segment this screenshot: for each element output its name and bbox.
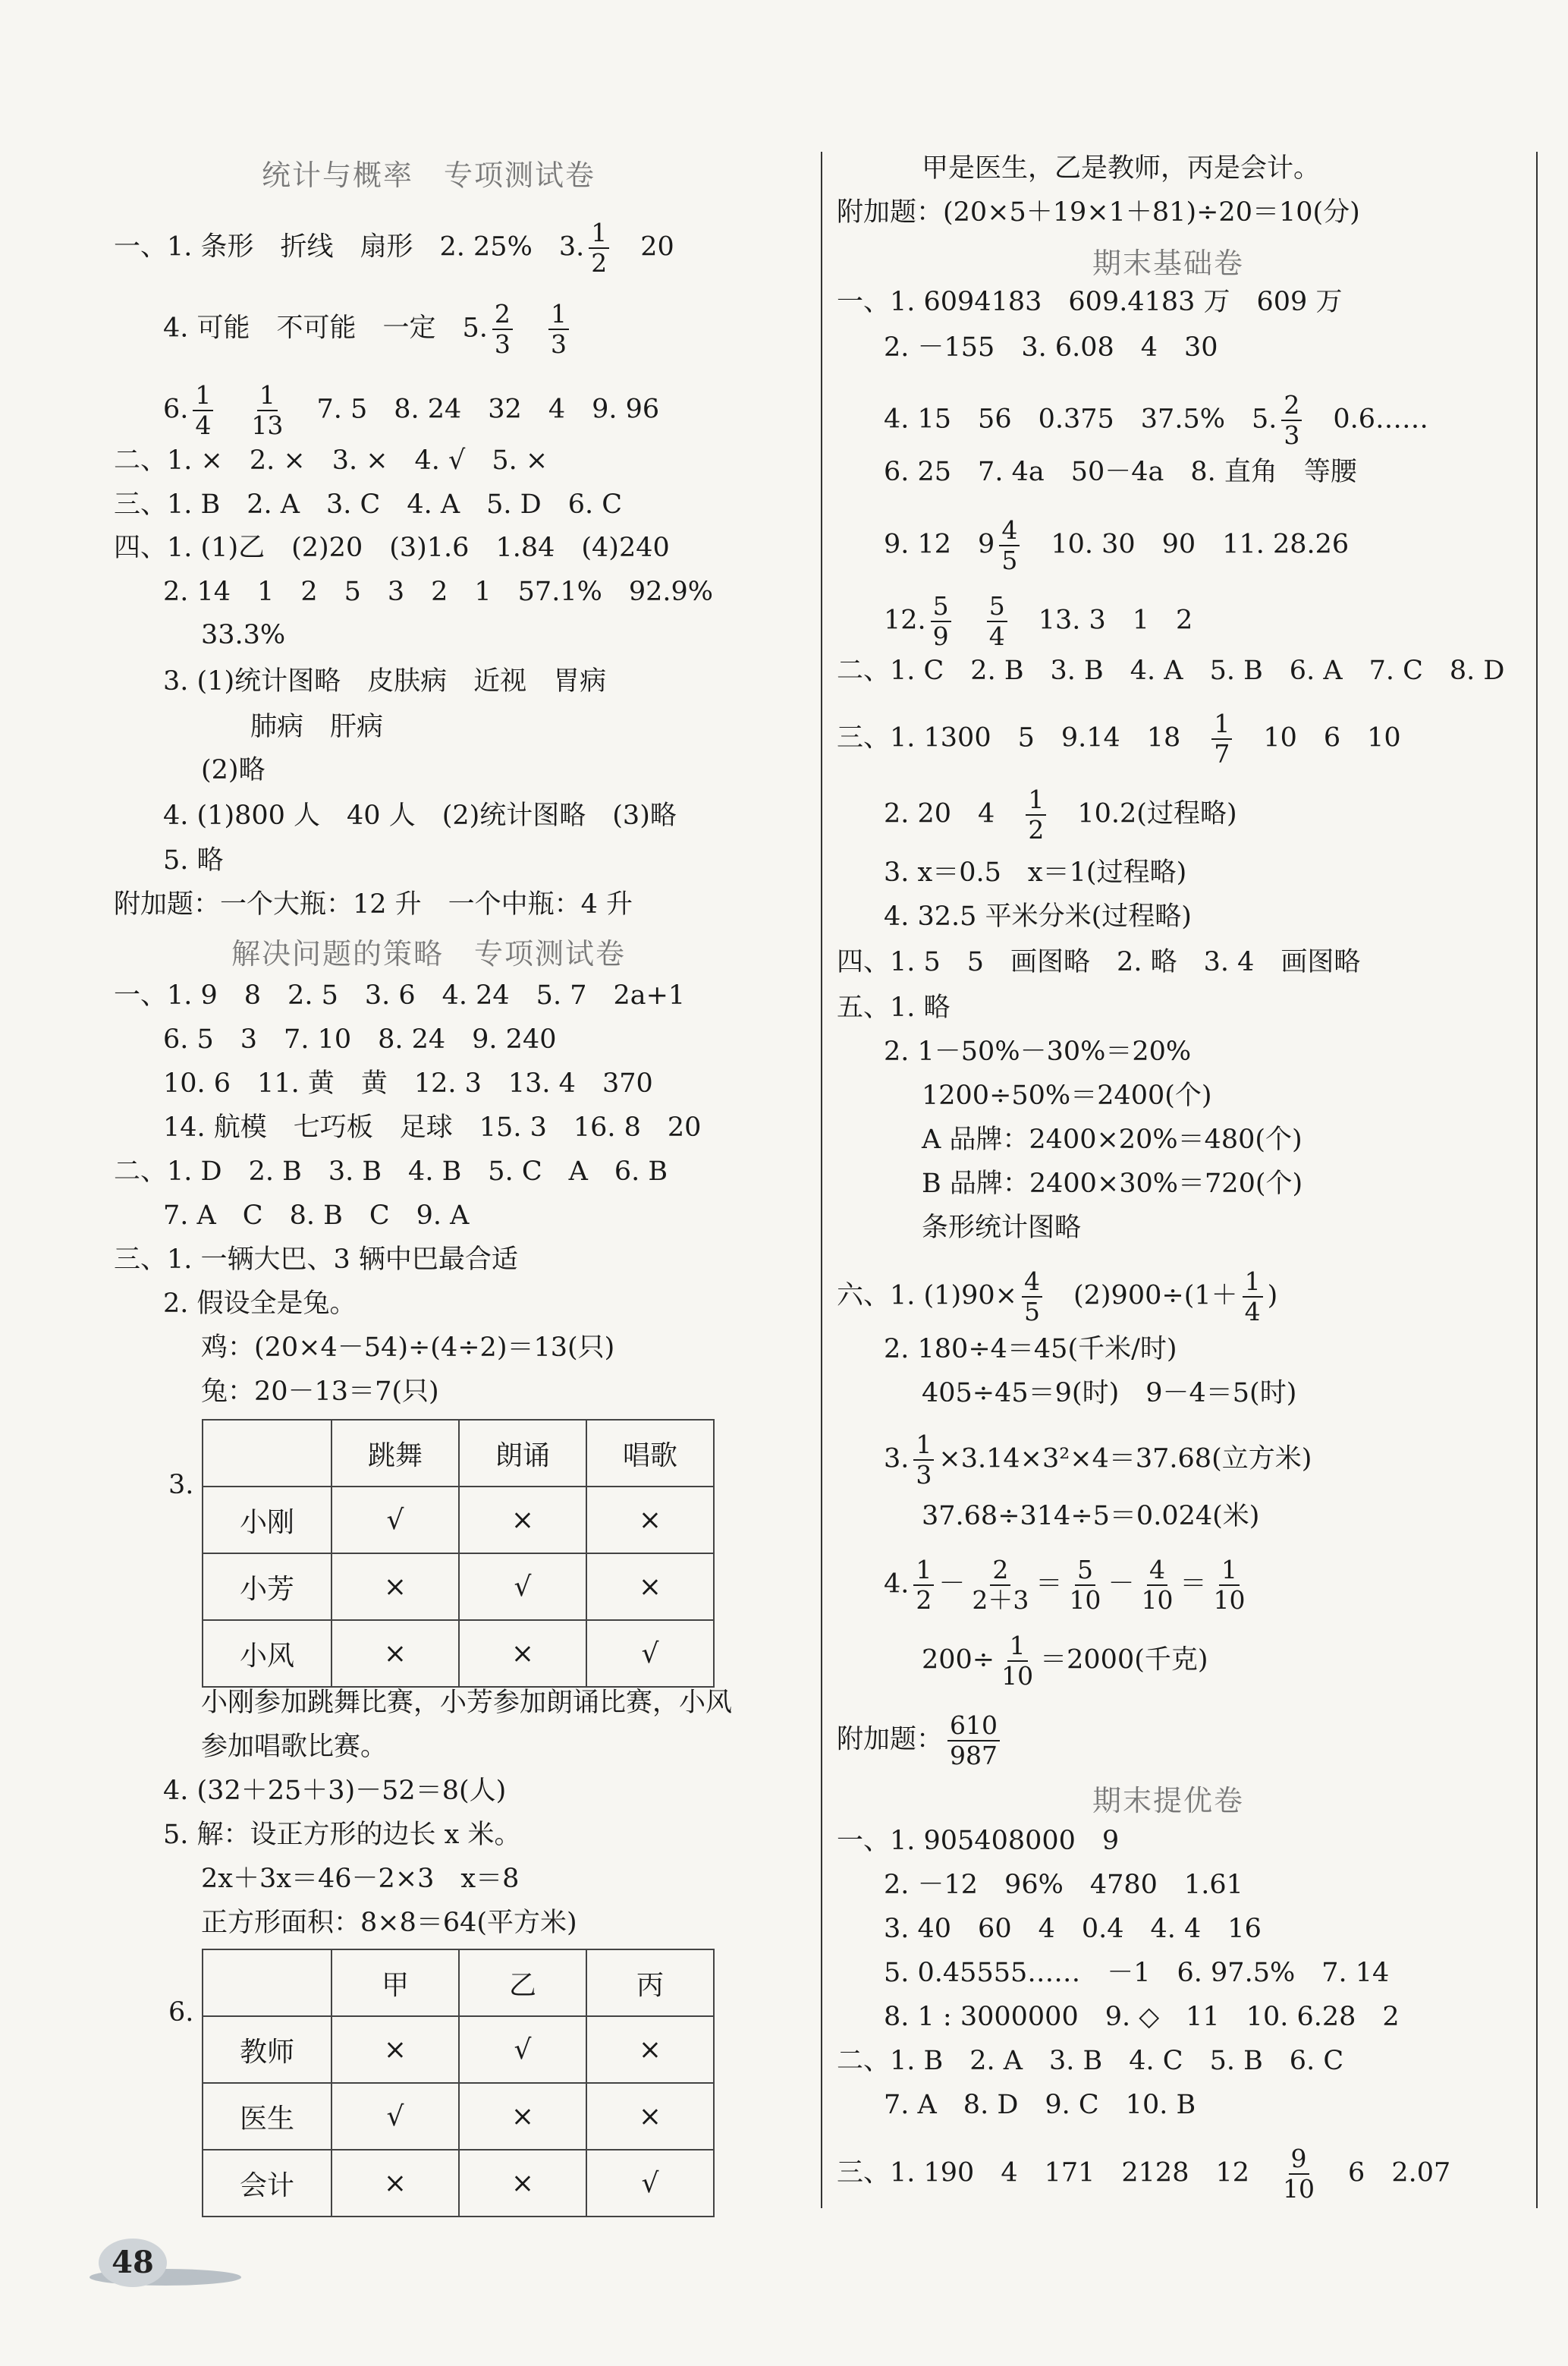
answer-line: 鸡：(20×4－54)÷(4÷2)＝13(只) bbox=[201, 1332, 615, 1363]
answer-line: 2. 假设全是兔。 bbox=[163, 1288, 357, 1319]
answer-line: 2. －12 96% 4780 1.61 bbox=[884, 1870, 1243, 1900]
answer-line: B 品牌：2400×30%＝720(个) bbox=[922, 1169, 1303, 1199]
answer-line: 六、1. (1)90× $\frac{4}{5}$ (2)900÷(1＋ $\frac{1}{4}$ ) bbox=[837, 1266, 1278, 1326]
answer-line: 2. 1－50%－30%＝20% bbox=[884, 1037, 1192, 1067]
section-title-final-advanced: 期末提优卷 bbox=[1092, 1784, 1245, 1817]
fraction: $\frac{5}{9}$ bbox=[931, 592, 951, 651]
answer-line: 二、1. × 2. × 3. × 4. √ 5. × bbox=[114, 445, 548, 476]
table-cell: 乙 bbox=[459, 1949, 586, 2016]
fraction: $\frac{4}{5}$ bbox=[999, 516, 1020, 575]
answer-line: 3. $\frac{1}{3}$ ×3.14×3²×4＝37.68(立方米) bbox=[884, 1430, 1312, 1490]
answer-line: 小刚参加跳舞比赛，小芳参加朗诵比赛，小风 bbox=[201, 1688, 733, 1718]
section-title-strategy: 解决问题的策略 专项测试卷 bbox=[231, 937, 627, 971]
fraction: $\frac{1}{10}$ bbox=[1213, 1555, 1246, 1615]
answer-line: 7. A 8. D 9. C 10. B bbox=[884, 2090, 1196, 2120]
fraction: $\frac{5}{10}$ bbox=[1069, 1555, 1101, 1615]
answer-line: 8. 1 : 3000000 9. ◇ 11 10. 6.28 2 bbox=[884, 2002, 1400, 2032]
answer-line: 附加题： $\frac{610}{987}$ bbox=[837, 1711, 1004, 1770]
table-cell: √ bbox=[586, 2150, 714, 2217]
answer-line: 甲是医生，乙是教师，丙是会计。 bbox=[922, 153, 1321, 184]
answer-line: 一、1. 9 8 2. 5 3. 6 4. 24 5. 7 2a+1 bbox=[114, 980, 686, 1011]
answer-line: 2. 14 1 2 5 3 2 1 57.1% 92.9% bbox=[163, 577, 714, 607]
section-title-final-basic: 期末基础卷 bbox=[1092, 247, 1245, 280]
table-cell: 小风 bbox=[203, 1620, 332, 1687]
answer-line: 1200÷50%＝2400(个) bbox=[922, 1081, 1212, 1111]
table-label: 6. bbox=[168, 1997, 194, 2028]
answer-line: 37.68÷314÷5＝0.024(米) bbox=[922, 1501, 1260, 1531]
answer-line: 12. $\frac{5}{9}$ $\frac{5}{4}$ 13. 3 1 2 bbox=[884, 591, 1193, 651]
table-cell: 丙 bbox=[586, 1949, 714, 2016]
answer-line: 二、1. B 2. A 3. B 4. C 5. B 6. C bbox=[837, 2046, 1344, 2076]
table-cell: √ bbox=[586, 1620, 714, 1687]
answer-line: 6. $\frac{1}{4}$ $\frac{1}{13}$ 7. 5 8. 24 32 4 9. 96 bbox=[163, 380, 660, 440]
fraction: $\frac{1}{3}$ bbox=[548, 300, 569, 359]
table-label: 3. bbox=[168, 1470, 194, 1500]
answer-line: 五、1. 略 bbox=[837, 993, 951, 1023]
answer-line: 4. 15 56 0.375 37.5% 5. $\frac{2}{3}$ 0.6…… bbox=[884, 390, 1429, 450]
answer-line: 3. (1)统计图略 皮肤病 近视 胃病 bbox=[163, 666, 607, 697]
fraction: $\frac{1}{13}$ bbox=[251, 380, 284, 440]
answer-line: 肺病 肝病 bbox=[250, 712, 384, 742]
answer-line: 5. 解：设正方形的边长 x 米。 bbox=[163, 1820, 521, 1850]
answer-line: 200÷ $\frac{1}{10}$ ＝2000(千克) bbox=[922, 1631, 1208, 1691]
fraction: $\frac{1}{2}$ bbox=[913, 1556, 934, 1615]
answer-line: 405÷45＝9(时) 9－4＝5(时) bbox=[922, 1378, 1297, 1408]
table-cell: × bbox=[459, 2150, 586, 2217]
fraction: $\frac{610}{987}$ bbox=[947, 1711, 1000, 1770]
fraction: $\frac{1}{4}$ bbox=[1243, 1267, 1263, 1326]
table-cell: × bbox=[586, 1487, 714, 1553]
table-cell: 甲 bbox=[332, 1949, 459, 2016]
table-cell: × bbox=[459, 2083, 586, 2150]
table-cell: √ bbox=[332, 1487, 459, 1553]
answer-line: 10. 6 11. 黄 黄 12. 3 13. 4 370 bbox=[163, 1068, 653, 1099]
fraction: $\frac{1}{10}$ bbox=[1001, 1631, 1034, 1691]
answer-line: 2x＋3x＝46－2×3 x＝8 bbox=[201, 1864, 520, 1894]
table-cell: × bbox=[586, 2083, 714, 2150]
fraction: $\frac{5}{4}$ bbox=[987, 592, 1007, 651]
answer-line: 三、1. B 2. A 3. C 4. A 5. D 6. C bbox=[114, 489, 623, 520]
fraction: $\frac{4}{5}$ bbox=[1022, 1267, 1042, 1326]
table-cell: 跳舞 bbox=[332, 1420, 459, 1487]
table-cell: × bbox=[332, 1553, 459, 1620]
answer-line: 四、1. 5 5 画图略 2. 略 3. 4 画图略 bbox=[837, 947, 1361, 977]
answer-line: 三、1. 一辆大巴、3 辆中巴最合适 bbox=[114, 1244, 518, 1275]
fraction: $\frac{2}{3}$ bbox=[492, 300, 513, 359]
section-title-statistics: 统计与概率 专项测试卷 bbox=[262, 159, 596, 192]
answer-line: 2. 180÷4＝45(千米/时) bbox=[884, 1334, 1177, 1364]
answer-line: 一、1. 6094183 609.4183 万 609 万 bbox=[837, 287, 1343, 317]
answer-line: A 品牌：2400×20%＝480(个) bbox=[922, 1125, 1302, 1155]
fraction: $\frac{1}{2}$ bbox=[1026, 785, 1046, 845]
answer-line: 一、1. 条形 折线 扇形 2. 25% 3. $\frac{1}{2}$ 20 bbox=[114, 218, 674, 278]
fraction: $\frac{4}{10}$ bbox=[1141, 1555, 1174, 1615]
table-cell: × bbox=[332, 2150, 459, 2217]
page-number: 48 bbox=[99, 2239, 167, 2287]
table-cell: × bbox=[332, 2016, 459, 2083]
fraction: $\frac{2}{2+3}$ bbox=[972, 1555, 1029, 1615]
answer-line: 二、1. D 2. B 3. B 4. B 5. C A 6. B bbox=[114, 1156, 668, 1187]
answer-line: 14. 航模 七巧板 足球 15. 3 16. 8 20 bbox=[163, 1112, 702, 1143]
answer-line: 6. 5 3 7. 10 8. 24 9. 240 bbox=[163, 1024, 557, 1055]
answer-line: 4. (1)800 人 40 人 (2)统计图略 (3)略 bbox=[163, 801, 677, 831]
answer-line: 三、1. 1300 5 9.14 18 $\frac{1}{7}$ 10 6 10 bbox=[837, 709, 1401, 769]
table-cell: × bbox=[459, 1620, 586, 1687]
answer-line: 5. 略 bbox=[163, 845, 224, 876]
answer-line: (2)略 bbox=[201, 755, 266, 785]
table-cell: 会计 bbox=[203, 2150, 332, 2217]
answer-line: 9. 12 9 $\frac{4}{5}$ 10. 30 90 11. 28.26 bbox=[884, 515, 1350, 575]
table-cell: 朗诵 bbox=[459, 1420, 586, 1487]
table-cell: 教师 bbox=[203, 2016, 332, 2083]
fraction: $\frac{1}{7}$ bbox=[1211, 709, 1232, 769]
answer-line: 4. 可能 不可能 一定 5. $\frac{2}{3}$ $\frac{1}{3}$ bbox=[163, 300, 573, 359]
table-cell: 小刚 bbox=[203, 1487, 332, 1553]
fraction: $\frac{1}{2}$ bbox=[589, 219, 609, 278]
answer-line: 4. 32.5 平米分米(过程略) bbox=[884, 901, 1192, 932]
table-cell: 小芳 bbox=[203, 1553, 332, 1620]
answer-line: 2. 20 4 $\frac{1}{2}$ 10.2(过程略) bbox=[884, 785, 1237, 845]
answer-line: 2. －155 3. 6.08 4 30 bbox=[884, 332, 1218, 363]
answer-line: 3. 40 60 4 0.4 4. 4 16 bbox=[884, 1914, 1262, 1944]
table-cell: √ bbox=[459, 2016, 586, 2083]
answer-line: 正方形面积：8×8＝64(平方米) bbox=[201, 1908, 577, 1938]
fraction: $\frac{9}{10}$ bbox=[1283, 2144, 1315, 2204]
table-cell: √ bbox=[332, 2083, 459, 2150]
answer-line: 二、1. C 2. B 3. B 4. A 5. B 6. A 7. C 8. D bbox=[837, 656, 1505, 686]
table-cell: × bbox=[586, 1553, 714, 1620]
fraction: $\frac{2}{3}$ bbox=[1281, 391, 1302, 450]
table-cell: 医生 bbox=[203, 2083, 332, 2150]
answer-line: 33.3% bbox=[201, 620, 286, 650]
answer-line: 3. x＝0.5 x＝1(过程略) bbox=[884, 857, 1187, 888]
answer-line: 7. A C 8. B C 9. A bbox=[163, 1200, 470, 1231]
answer-line: 三、1. 190 4 171 2128 12 $\frac{9}{10}$ 6 2.07 bbox=[837, 2144, 1451, 2204]
answer-line: 一、1. 905408000 9 bbox=[837, 1826, 1120, 1856]
table-cell: × bbox=[586, 2016, 714, 2083]
answer-line: 4. $\frac{1}{2}$ － $\frac{2}{2+3}$ ＝ $\frac{5}{10}$ － $\frac{4}{10}$ ＝ $\frac{1}{10}$ bbox=[884, 1556, 1252, 1615]
edge-divider bbox=[1536, 152, 1538, 2208]
answer-line: 4. (32＋25＋3)－52＝8(人) bbox=[163, 1776, 507, 1806]
answer-line: 兔：20－13＝7(只) bbox=[201, 1376, 439, 1407]
fraction: $\frac{1}{4}$ bbox=[193, 381, 213, 440]
answer-line: 6. 25 7. 4a 50－4a 8. 直角 等腰 bbox=[884, 457, 1357, 487]
table-cell: × bbox=[459, 1487, 586, 1553]
table-cell: 唱歌 bbox=[586, 1420, 714, 1487]
answer-line: 5. 0.45555…… －1 6. 97.5% 7. 14 bbox=[884, 1958, 1390, 1988]
table-cell: × bbox=[332, 1620, 459, 1687]
answer-line: 附加题：(20×5＋19×1＋81)÷20＝10(分) bbox=[837, 197, 1360, 228]
table-cell: √ bbox=[459, 1553, 586, 1620]
fraction: $\frac{1}{3}$ bbox=[913, 1430, 934, 1490]
answer-line: 四、1. (1)乙 (2)20 (3)1.6 1.84 (4)240 bbox=[114, 533, 670, 563]
answer-line: 参加唱歌比赛。 bbox=[201, 1732, 388, 1762]
answer-line: 条形统计图略 bbox=[922, 1213, 1082, 1243]
answer-line: 附加题：一个大瓶：12 升 一个中瓶：4 升 bbox=[114, 889, 633, 920]
